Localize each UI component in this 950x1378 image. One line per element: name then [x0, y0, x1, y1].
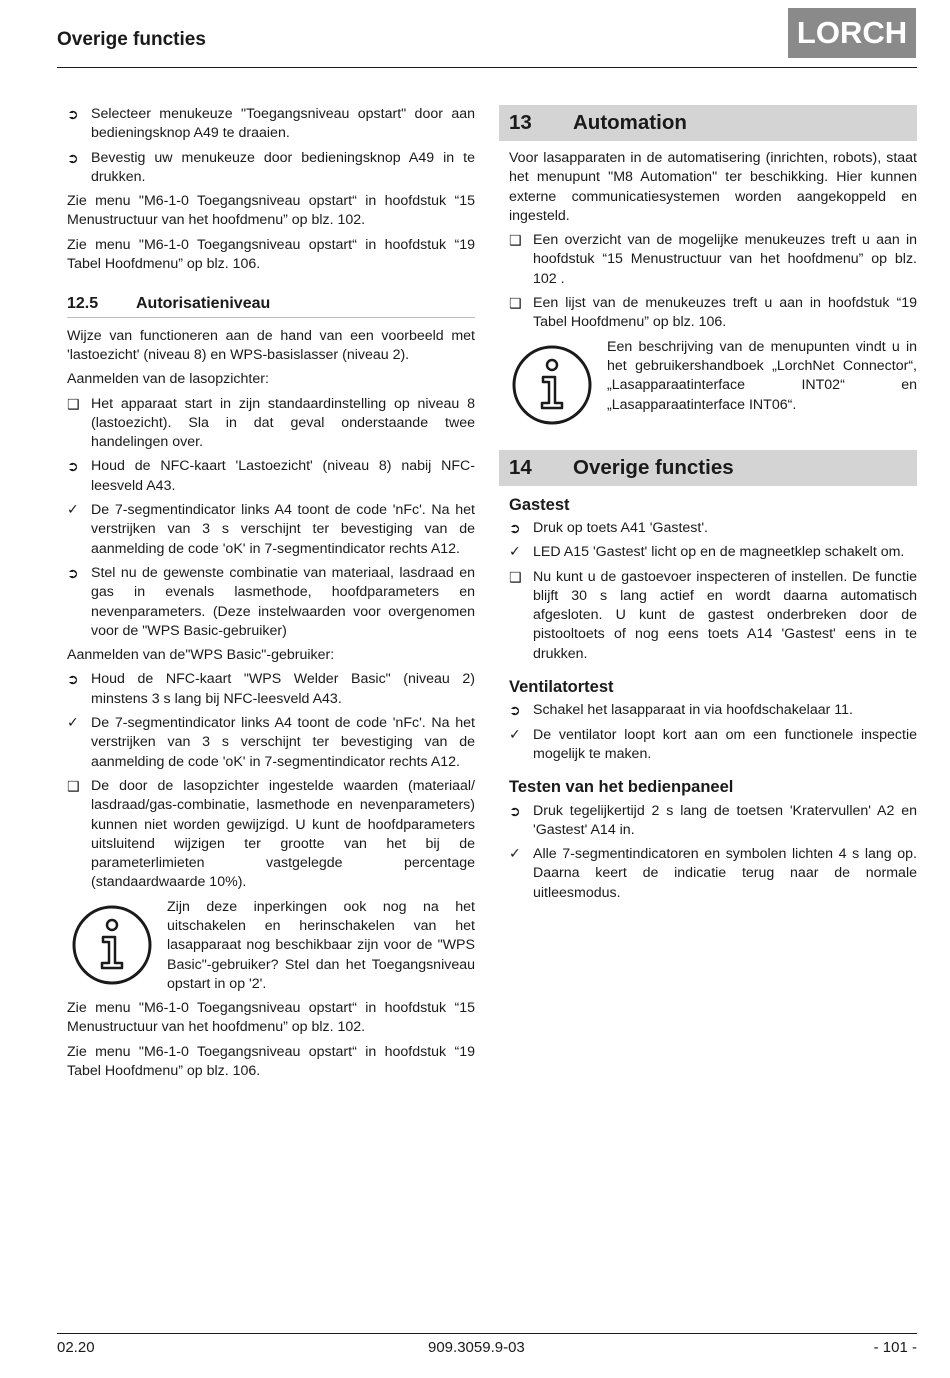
section-heading	[67, 294, 475, 317]
footer-date: 02.20	[57, 1339, 95, 1356]
info-text: Een beschrijving van de menupunten vindt u in het gebruikershandboek „LorchNet Connector“, „Lasapparaatinterface INT02“ en „Lasapparaatinterface INT06“.	[607, 338, 917, 413]
header-rule	[57, 67, 917, 68]
arrow-icon: ➲	[67, 106, 79, 122]
intro-list	[67, 105, 475, 187]
paragraph: Aanmelden van de"WPS Basic"-gebruiker:	[67, 647, 335, 664]
check-icon: ✓	[509, 726, 521, 743]
list-item: ❑ De door de lasopzichter ingestelde waarden (materiaal/ lasdraad/gas-combinatie, lasmethode en nevenparameters) kunnen niet worden gewijzigd. U kunt de hoofdparameters uitsluitend wijzigen ter grootte van het bij de parameterlimieten vastgelegde percentage (standaardwaarde 10%).	[67, 777, 475, 891]
chapter-heading-overige-functies	[499, 450, 917, 486]
arrow-icon: ➲	[509, 802, 521, 819]
list-item: ➲ Stel nu de gewenste combinatie van materiaal, lasdraad en gas in evenals lasmethode, hoofdparameters en nevenparameters. (Deze instelwaarden voor overgenomen voor de "WPS Basic-gebruiker)	[67, 564, 475, 639]
check-icon: ✓	[67, 715, 79, 732]
reference-text: Zie menu "M6-1-0 Toegangsniveau opstart“ in hoofdstuk “19 Tabel Hoofdmenu” op blz. 106.	[67, 236, 475, 273]
list-item: ✓ De ventilator loopt kort aan om een functionele inspectie mogelijk te maken.	[509, 726, 917, 762]
info-note	[507, 338, 917, 432]
info-text: Zijn deze inperkingen ook nog na het uitschakelen en herinschakelen van het lasapparaat nog beschikbaar zijn voor de "WPS Basic"-gebruiker? Stel dan het Toegangsniveau opstart in op '2'.	[167, 898, 475, 992]
checkbox-icon: ❑	[67, 395, 80, 412]
chapter-number: 14	[509, 456, 532, 480]
list-item: ✓ De 7-segmentindicator links A4 toont de code 'nFc'. Na het verstrijken van 3 s verschijnt ter bevestiging van de aanmelding de code 'oK' in 7-segmentindicator rechts A12.	[67, 502, 475, 557]
arrow-icon: ➲	[509, 519, 521, 536]
checkbox-icon: ❑	[509, 568, 522, 585]
checkbox-icon: ❑	[67, 777, 80, 794]
footer-rule	[57, 1333, 917, 1334]
list-item: ➲ Houd de NFC-kaart 'Lastoezicht' (niveau 8) nabij NFC-leesveld A43.	[67, 458, 475, 494]
supervisor-steps	[67, 395, 475, 642]
chapter-title: Overige functies	[573, 456, 734, 480]
checkbox-icon: ❑	[509, 295, 522, 312]
arrow-icon: ➲	[67, 564, 79, 581]
arrow-icon: ➲	[67, 149, 79, 166]
section-title: Autorisatieniveau	[136, 295, 271, 313]
check-icon: ✓	[67, 502, 79, 519]
paragraph: Voor lasapparaten in de automatisering (inrichten, robots), staat het menupunt "M8 Automation" ter beschikking. Hier kunnen externe communicatiesystemen worden aangekoppeld en ingesteld.	[509, 150, 917, 224]
list-item: ➲ Schakel het lasapparaat in via hoofdschakelaar 11.	[509, 701, 917, 720]
paragraph: Aanmelden van de lasopzichter:	[67, 371, 269, 388]
list-item: ➲ Houd de NFC-kaart "WPS Welder Basic" (niveau 2) minstens 3 s lang bij NFC-leesveld A43.	[67, 671, 475, 707]
lorch-logo: LORCH	[788, 8, 916, 58]
section-number: 12.5	[67, 295, 99, 313]
subsection-title-gastest: Gastest	[509, 495, 570, 514]
info-icon	[67, 900, 159, 992]
subsection-title-ventilatortest: Ventilatortest	[509, 678, 614, 697]
list-item: ✓ Alle 7-segmentindicatoren en symbolen lichten 4 s lang op. Daarna keert de indicatie terug naar de normale uitleesmodus.	[509, 846, 917, 901]
list-item: ✓ LED A15 'Gastest' licht op en de magneetklep schakelt om.	[509, 543, 917, 562]
check-icon: ✓	[509, 846, 521, 863]
arrow-icon: ➲	[67, 458, 79, 475]
reference-text: Zie menu "M6-1-0 Toegangsniveau opstart“ in hoofdstuk “15 Menustructuur van het hoofdmenu” op blz. 102.	[67, 193, 475, 229]
list-item: ❑ Nu kunt u de gastoevoer inspecteren of instellen. De functie blijft 30 s lang actief en wordt daarna automatisch afgesloten. U kunt de gastest onderbreken door de pistooltoets of nog eens toets A14 'Gastest' eens in te drukken.	[509, 568, 917, 662]
reference-text: Zie menu "M6-1-0 Toegangsniveau opstart“ in hoofdstuk “19 Tabel Hoofdmenu” op blz. 106.	[67, 1043, 475, 1080]
list-item: ➲ Druk tegelijkertijd 2 s lang de toetsen 'Kratervullen' A2 en 'Gastest' A14 in.	[509, 802, 917, 838]
wps-user-steps	[67, 670, 475, 892]
check-icon: ✓	[509, 544, 521, 561]
list-item: ❑ Het apparaat start in zijn standaardinstelling op niveau 8 (lastoezicht). Sla in dat geval onderstaande twee handelingen over.	[67, 395, 475, 451]
footer-page-number: - 101 -	[873, 1339, 917, 1356]
list-item: ❑ Een overzicht van de mogelijke menukeuzes treft u aan in hoofdstuk “15 Menustructuur van het hoofdmenu” op blz. 102 .	[509, 232, 917, 287]
chapter-title: Automation	[573, 111, 687, 135]
footer-doc-number: 909.3059.9-03	[428, 1339, 525, 1356]
reference-text: Zie menu "M6-1-0 Toegangsniveau opstart“ in hoofdstuk “15 Menustructuur van het hoofdmenu” op blz. 102.	[67, 1000, 475, 1036]
list-item: ❑ Een lijst van de menukeuzes treft u aan in hoofdstuk “19 Tabel Hoofdmenu” op blz. 106.	[509, 295, 917, 331]
arrow-icon: ➲	[67, 671, 79, 688]
info-icon	[507, 340, 599, 432]
subsection-title-bedienpaneel: Testen van het bedienpaneel	[509, 778, 734, 797]
list-item: ➲ Druk op toets A41 'Gastest'.	[509, 519, 917, 538]
chapter-heading-automation	[499, 105, 917, 141]
list-item: ➲ Bevestig uw menukeuze door bedieningsknop A49 in te drukken.	[67, 149, 475, 185]
page-header-title: Overige functies	[57, 29, 206, 50]
arrow-icon: ➲	[509, 702, 521, 719]
right-column	[499, 105, 917, 908]
paragraph: Wijze van functioneren aan de hand van een voorbeeld met 'lastoezicht' (niveau 8) en WPS-basislasser (niveau 2).	[67, 327, 475, 363]
list-item: ➲ Selecteer menukeuze "Toegangsniveau opstart" door aan bedieningsknop A49 te draaien.	[67, 106, 475, 142]
list-item: ✓ De 7-segmentindicator links A4 toont de code 'nFc'. Na het verstrijken van 3 s verschijnt ter bevestiging van de aanmelding de code 'oK' in 7-segmentindicator rechts A12.	[67, 715, 475, 770]
info-note	[67, 898, 475, 994]
left-column	[67, 105, 475, 1086]
chapter-number: 13	[509, 111, 532, 135]
checkbox-icon: ❑	[509, 232, 522, 249]
